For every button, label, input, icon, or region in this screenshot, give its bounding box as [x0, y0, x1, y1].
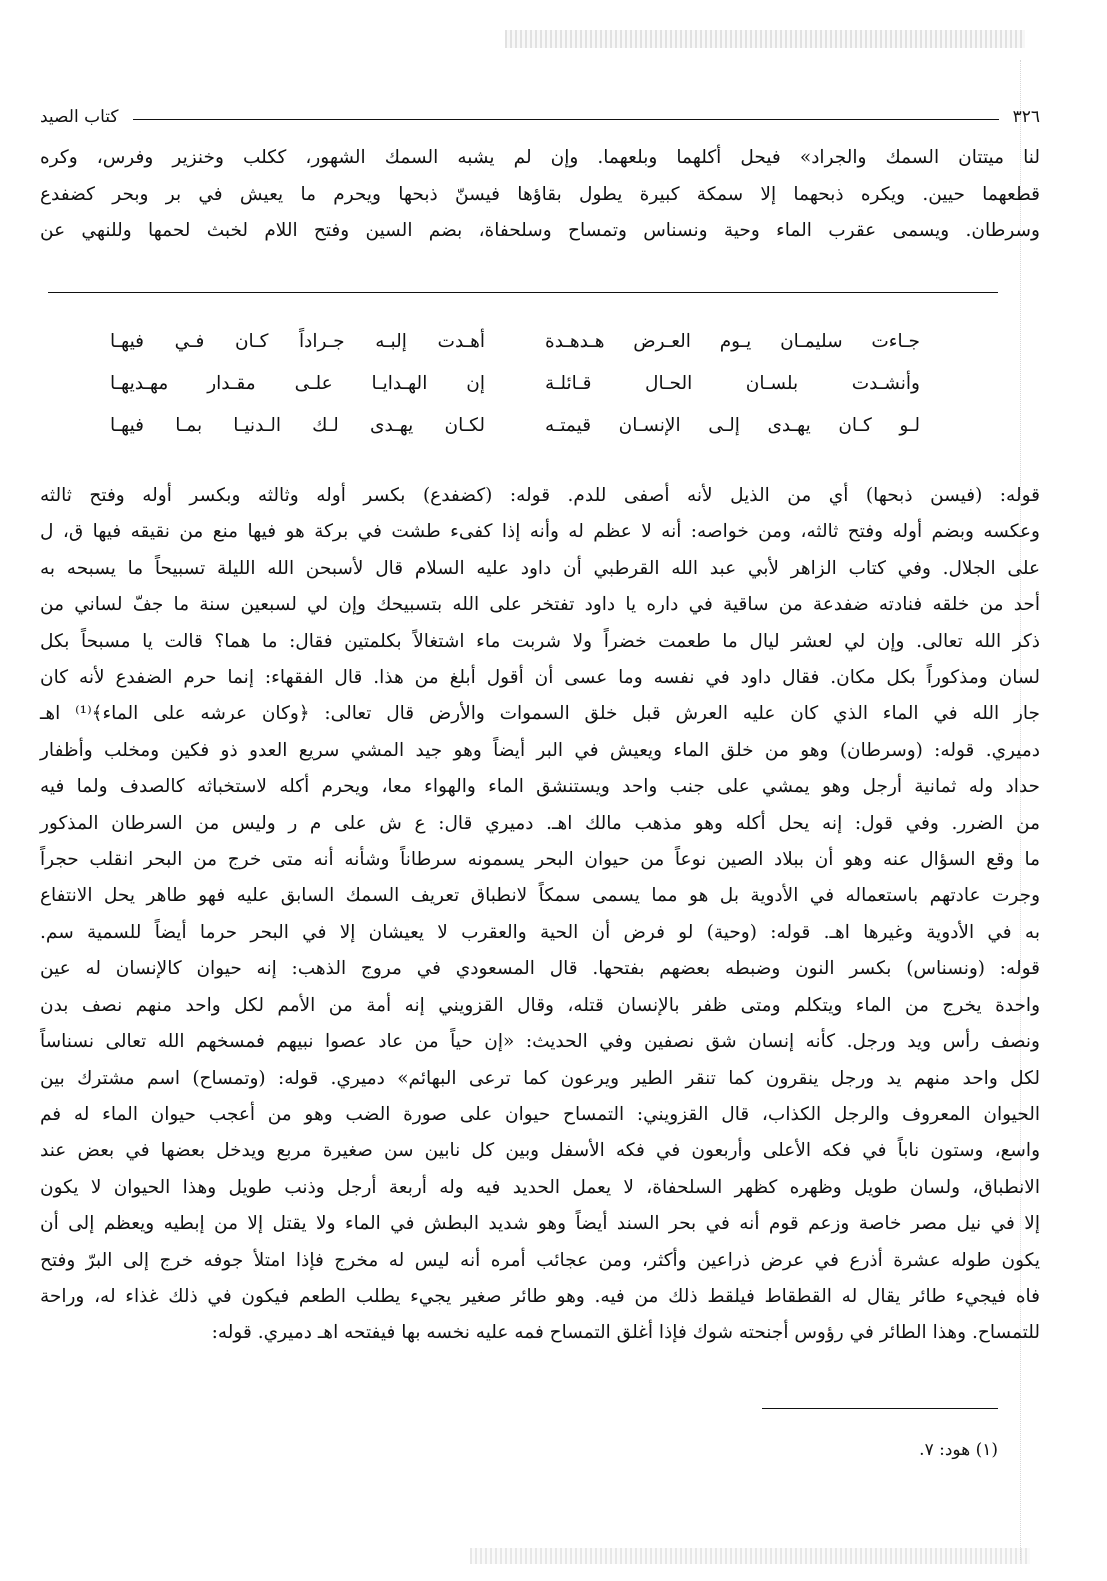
- commentary-line: وجرت عادتهم باستعماله في الأدوية بل هو مما يسمى سمكاً لانطباق تعريف السمك السابق عليه فهو طاهر يحل الانتفاع: [40, 885, 1040, 907]
- book-title: كتاب الصيد: [40, 107, 119, 127]
- commentary-separator: [48, 292, 998, 293]
- commentary-line: دميري. قوله: (وسرطان) وهو من خلق الماء ويعيش في البر أيضاً وهو جيد المشي سريع العدو ذو فكين ومخلب وأظفار: [40, 739, 1040, 761]
- commentary-text: [40, 478, 1040, 1352]
- commentary-line: ذكر الله تعالى. وإن لي لعشر ليال ما طعمت خضراً ولا شربت ماء اشتغالاً بكلمتين فقال: ما هما؟ قالت يا مسبحاً بكل: [40, 630, 1040, 652]
- poem-verse: [110, 404, 920, 446]
- main-text-line: قطعهما حيين. ويكره ذبحهما إلا سمكة كبيرة يطول بقاؤها فيسنّ ذبحها ويحرم ما يعيش في بر وبحر كضفدع: [40, 183, 1040, 205]
- poem-verse: [110, 362, 920, 404]
- page-header: [40, 102, 1040, 132]
- verse-first-hemistich: لـو كـان يهـدى إلـى الإنسـان قيمتـه: [545, 414, 920, 436]
- scan-artifact-top: [505, 30, 1025, 48]
- footnote-rule: [762, 1408, 998, 1409]
- verse-first-hemistich: وأنشـدت بلسـان الحـال قـائلـة: [545, 372, 920, 394]
- poem-block: [110, 320, 920, 446]
- commentary-line: يكون طوله عشرة أذرع في عرض ذراعين وأكثر، ومن عجائب أمره أنه ليس له مخرج فإذا امتلأ جوفه خرج إلى البرّ وفتح: [40, 1249, 1040, 1271]
- header-rule: [133, 119, 999, 120]
- commentary-line: الحيوان المعروف والرجل الكذاب، قال القزويني: التمساح حيوان على صورة الضب وهو من أعجب حيوان الماء له فم: [40, 1103, 1040, 1125]
- commentary-line: الانطباق، ولسان طويل وظهره كظهر السلحفاة، لا يعمل الحديد فيه وله أربعة أرجل وذنب طويل وهذا الحيوان لا يكون: [40, 1176, 1040, 1198]
- commentary-line: جار الله في الماء الذي كان عليه العرش قبل خلق السموات والأرض قال تعالى: ﴿وكان عرشه على الماء﴾⁽¹⁾ اهـ: [40, 703, 1040, 725]
- commentary-line: من الضرر. وفي قول: إنه يحل أكله وهو مذهب مالك اهـ. دميري قال: ع ش على م ر وليس من السرطان المذكور: [40, 812, 1040, 834]
- verse-second-hemistich: أهـدت إلبـه جـراداً كـان فـي فيهـا: [110, 330, 485, 352]
- commentary-line: ما وقع السؤال عنه وهو أن ببلاد الصين نوعاً من حيوان البحر يسمونه سرطاناً وشأنه أنه متى خرج من البحر انقلب حجراً: [40, 849, 1040, 871]
- footnote: (١) هود: ٧.: [919, 1440, 998, 1460]
- commentary-line: إلا في نيل مصر خاصة وزعم قوم أنه في بحر السند أيضاً وهو شديد البطش في الماء ولا يقتل إلا من إبطيه ويعظم إلى أن: [40, 1213, 1040, 1235]
- scan-artifact-bottom: [470, 1548, 1030, 1564]
- commentary-line: للتمساح. وهذا الطائر في رؤوس أجنحته شوك فإذا أغلق التمساح فمه عليه نخسه بها فيفتحه اهـ دميري. قوله:: [211, 1322, 1040, 1344]
- commentary-line: لسان ومذكوراً بكل مكان. فقال داود في نفسه وما عسى أن أقول أبلغ من هذا. قال الفقهاء: إنما حرم الضفدع لأنه كان: [40, 667, 1040, 689]
- verse-first-hemistich: جـاءت سليمـان يـوم العـرض هـدهـدة: [545, 330, 920, 352]
- commentary-line: وعكسه وبضم أوله وفتح ثالثه، ومن خواصه: أنه لا عظم له وأنه إذا كفىء طشت في بركة هو فيها منع من نقيقه فيها ق، ل: [40, 521, 1040, 543]
- verse-second-hemistich: إن الهـدايـا علـى مقـدار مهـديهـا: [110, 372, 485, 394]
- commentary-line: أحد من خلقه فنادته ضفدعة من ساقية في داره يا داود تفتخر على الله بتسبيحك وإن لي لسبعين سنة ما جفّ لساني من: [40, 594, 1040, 616]
- main-text-line: لنا ميتتان السمك والجراد» فيحل أكلهما وبلعهما. وإن لم يشبه السمك الشهور، ككلب وخنزير وفرس، وكره: [40, 147, 1040, 168]
- poem-verse: [110, 320, 920, 362]
- commentary-line: ونصف رأس ويد ورجل. كأنه إنسان شق نصفين وفي الحديث: «إن حياً من عاد عصوا نبيهم فمسخهم الله تعالى نسناساً: [40, 1031, 1040, 1053]
- commentary-line: على الجلال. وفي كتاب الزاهر لأبي عبد الله القرطبي أن داود عليه السلام قال لأسبحن الله الليلة تسبيحاً ما يسبحه به: [40, 557, 1040, 579]
- verse-second-hemistich: لكـان يهـدى لـك الـدنيـا بمـا فيهـا: [110, 414, 485, 436]
- page-number: ٣٢٦: [1012, 107, 1040, 127]
- commentary-line: واسع، وستون ناباً في فكه الأعلى وأربعون في فكه الأسفل وبين كل نابين سن صغيرة مربع ويدخل بعضها في بعض عند: [40, 1140, 1040, 1162]
- commentary-line: واحدة يخرج من الماء ويتكلم ومتى ظفر بالإنسان قتله، وقال القزويني إنه أمة من الأمم لكل واحد منهم نصف بدن: [40, 994, 1040, 1016]
- commentary-line: به في الأدوية وغيرها اهـ. قوله: (وحية) لو فرض أن الحية والعقرب لا يعيشان إلا في البحر حرما أيضاً للسمية سم.: [40, 921, 1040, 943]
- main-text-block: [40, 140, 1040, 250]
- commentary-line: لكل واحد منهم يد ورجل ينقرون كما تنقر الطير ويرعون كما ترعى البهائم» دميري. قوله: (وتمساح) اسم مشترك بين: [40, 1067, 1040, 1089]
- commentary-line: فاه فيجيء طائر يقال له القطقاط فيلقط ذلك من فيه. وهو طائر صغير يجيء يطلب الطعم فيكون في ذلك غذاء له، وراحة: [40, 1285, 1040, 1307]
- commentary-line: قوله: (فيسن ذبحها) أي من الذيل لأنه أصفى للدم. قوله: (كضفدع) بكسر أوله وثالثه وبكسر أوله وفتح ثالثه: [40, 485, 1040, 506]
- commentary-line: حداد وله ثمانية أرجل وهو يمشي على جنب واحد ويستنشق الماء والهواء معا، ويحرم أكله لاستخباثه كالصدف ولما فيه: [40, 776, 1040, 798]
- commentary-line: قوله: (ونسناس) بكسر النون وضبطه بعضهم بفتحها. قال المسعودي في مروج الذهب: إنه حيوان كالإنسان له عين: [40, 958, 1040, 980]
- main-text-line: وسرطان. ويسمى عقرب الماء وحية ونسناس وتمساح وسلحفاة، بضم السين وفتح اللام لخبث لحمها وللنهي عن: [40, 220, 1040, 241]
